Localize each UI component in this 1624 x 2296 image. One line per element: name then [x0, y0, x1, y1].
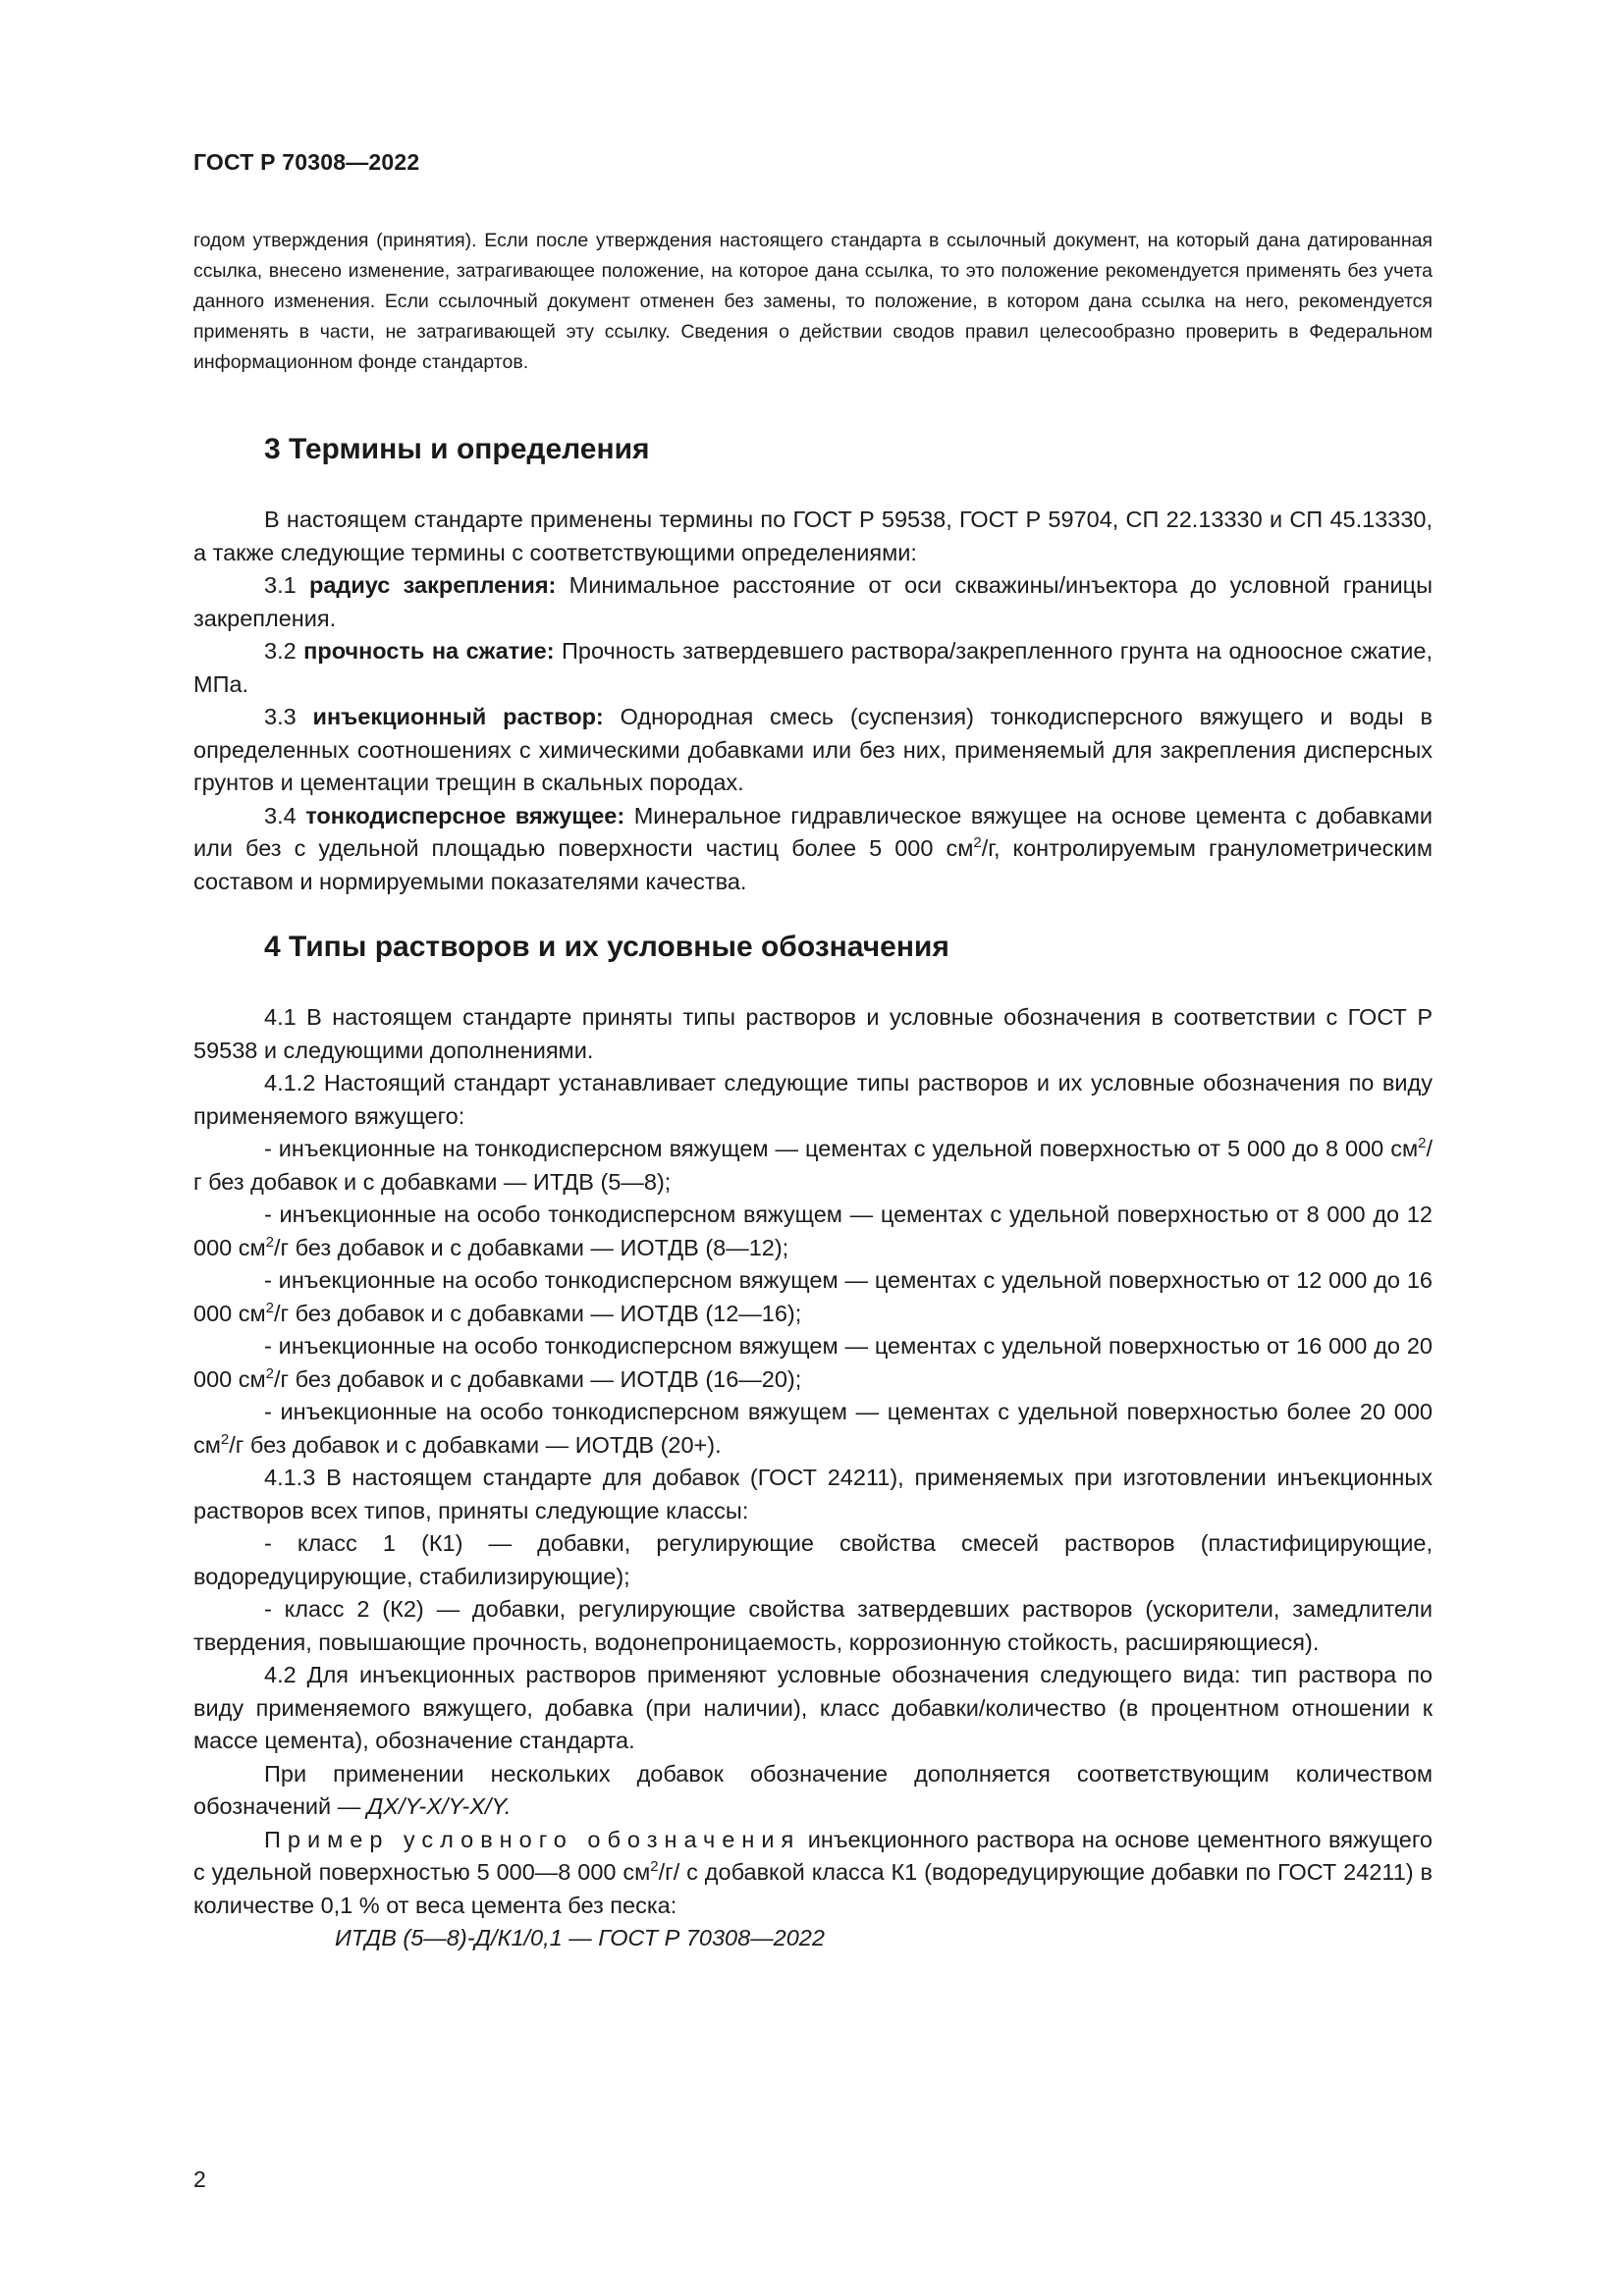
multi-additive-note — [193, 1758, 1433, 1824]
section-4 — [193, 930, 1433, 1955]
term-definition: Однородная смесь (суспензия) тонкодисперсного вяжущего и воды в определенных соотношениях с химическими добавками или без них, применяемый для закрепления дисперсных грунтов и цементации трещин в скальных породах. — [193, 704, 1433, 795]
superscript: 2 — [265, 1233, 274, 1251]
superscript: 2 — [1418, 1135, 1427, 1151]
term-3-4 — [193, 800, 1433, 899]
superscript: 2 — [650, 1858, 659, 1875]
clause-4-1-3: 4.1.3 В настоящем стандарте для добавок (ГОСТ 24211), применяемых при изготовлении инъекционных растворов всех типов, приняты следующие классы: — [193, 1465, 1433, 1523]
note-formula: ДХ/Y-X/Y-X/Y. — [366, 1793, 512, 1819]
superscript: 2 — [220, 1430, 230, 1448]
type-text-cont: /г без добавок и с добавками — ИОТДВ (12—16); — [274, 1300, 802, 1326]
type-text-cont: /г без добавок и с добавками — ИТДВ (5—8); — [193, 1136, 1433, 1195]
type-item — [193, 1396, 1433, 1462]
type-text: - инъекционные на особо тонкодисперсном вяжущем — цементах с удельной поверхностью более 20 000 см — [193, 1399, 1433, 1458]
class-item: - класс 1 (К1) — добавки, регулирующие свойства смесей растворов (пластифицирующие, водоредуцирующие, стабилизирующие); — [193, 1530, 1433, 1589]
designation-formula — [193, 1922, 1433, 1955]
clause-4-1-2: 4.1.2 Настоящий стандарт устанавливает следующие типы растворов и их условные обозначения по виду применяемого вяжущего: — [193, 1070, 1433, 1129]
type-text-cont: /г без добавок и с добавками — ИОТДВ (8—12); — [274, 1234, 789, 1260]
type-text: - инъекционные на особо тонкодисперсном вяжущем — цементах с удельной поверхностью от 16 000 до 20 000 см — [193, 1333, 1433, 1392]
section-3-lead: В настоящем стандарте применены термины по ГОСТ Р 59538, ГОСТ Р 59704, СП 22.13330 и СП 45.13330, а также следующие термины с соответствующими определениями: — [193, 507, 1433, 565]
term-name: инъекционный раствор: — [312, 704, 604, 729]
term-definition: Минеральное гидравлическое вяжущее на основе цемента с добавками или без с удельной площадью поверхности частиц более 5 000 см — [193, 802, 1433, 861]
formula-text: ИТДВ (5—8)-Д/К1/0,1 — ГОСТ Р 70308—2022 — [335, 1925, 825, 1950]
clause-4-2: 4.2 Для инъекционных растворов применяют условные обозначения следующего вида: тип раствора по виду применяемого вяжущего, добавка (при наличии), класс добавки/количество (в процентном отношении к массе цемента), обозначение стандарта. — [193, 1662, 1433, 1753]
term-number: 3.3 — [264, 704, 313, 729]
term-name: тонкодисперсное вяжущее: — [305, 802, 625, 828]
intro-paragraph — [193, 226, 1433, 378]
clause-4-1: 4.1 В настоящем стандарте приняты типы растворов и условные обозначения в соответствии с ГОСТ Р 59538 и следующими дополнениями. — [193, 1004, 1433, 1063]
term-3-2 — [193, 635, 1433, 701]
term-definition: Минимальное расстояние от оси скважины/инъектора до условной границы закрепления. — [193, 572, 1433, 631]
section-4-title: 4 Типы растворов и их условные обозначения — [264, 931, 949, 963]
type-item — [193, 1133, 1433, 1199]
term-name: радиус закрепления: — [309, 572, 557, 598]
type-text-cont: /г без добавок и с добавками — ИОТДВ (20+). — [229, 1431, 722, 1458]
intro-text: годом утверждения (принятия). Если после утверждения настоящего стандарта в ссылочный документ, на который дана датированная ссылка, внесено изменение, затрагивающее положение, на которое дана ссылка, то это положение рекомендуется применять без учета данного изменения. Если ссылочный документ отменен без замены, то положение, в котором дана ссылка на него, рекомендуется применять в части, не затрагивающей эту ссылку. Сведения о действии сводов правил целесообразно проверить в Федеральном информационном фонде стандартов. — [193, 230, 1433, 373]
example-paragraph — [193, 1824, 1433, 1923]
type-item — [193, 1199, 1433, 1264]
section-3 — [193, 432, 1433, 898]
example-text-cont: /г/ с добавкой класса К1 (водоредуцирующие добавки по ГОСТ 24211) в количестве 0,1 % от веса цемента без песка: — [193, 1859, 1433, 1918]
term-3-1 — [193, 569, 1433, 635]
section-3-title: 3 Термины и определения — [264, 433, 650, 465]
type-text: - инъекционные на особо тонкодисперсном вяжущем — цементах с удельной поверхностью от 12 000 до 16 000 см — [193, 1267, 1433, 1326]
example-label: Пример условного обозначения — [264, 1826, 801, 1852]
document-header-code: ГОСТ Р 70308—2022 — [193, 149, 420, 175]
type-text: - инъекционные на тонкодисперсном вяжущем — цементах с удельной поверхностью от 5 000 до 8 000 см — [264, 1136, 1419, 1161]
term-name: прочность на сжатие: — [303, 638, 555, 664]
superscript: 2 — [265, 1299, 274, 1316]
note-text: При применении нескольких добавок обозначение дополняется соответствующим количеством обозначений — — [193, 1760, 1433, 1819]
term-3-3 — [193, 701, 1433, 800]
term-definition: Прочность затвердевшего раствора/закрепленного грунта на одноосное сжатие, МПа. — [193, 638, 1433, 697]
example-text: инъекционного раствора на основе цементного вяжущего с удельной поверхностью 5 000—8 000 см — [193, 1826, 1433, 1885]
type-text: - инъекционные на особо тонкодисперсном вяжущем — цементах с удельной поверхностью от 8 000 до 12 000 см — [193, 1201, 1433, 1260]
type-text-cont: /г без добавок и с добавками — ИОТДВ (16—20); — [274, 1365, 802, 1392]
page-number: 2 — [193, 2166, 206, 2192]
type-item — [193, 1330, 1433, 1396]
term-definition-cont: /г, контролируемым гранулометрическим составом и нормируемыми показателями качества. — [193, 835, 1433, 894]
class-item: - класс 2 (К2) — добавки, регулирующие свойства затвердевших растворов (ускорители, замедлители твердения, повышающие прочность, водонепроницаемость, коррозионную стойкость, расширяющиеся). — [193, 1596, 1433, 1655]
term-number: 3.1 — [264, 572, 309, 598]
superscript: 2 — [973, 834, 982, 851]
type-item — [193, 1264, 1433, 1330]
superscript: 2 — [265, 1364, 274, 1382]
term-number: 3.4 — [264, 802, 306, 828]
term-number: 3.2 — [264, 638, 304, 664]
